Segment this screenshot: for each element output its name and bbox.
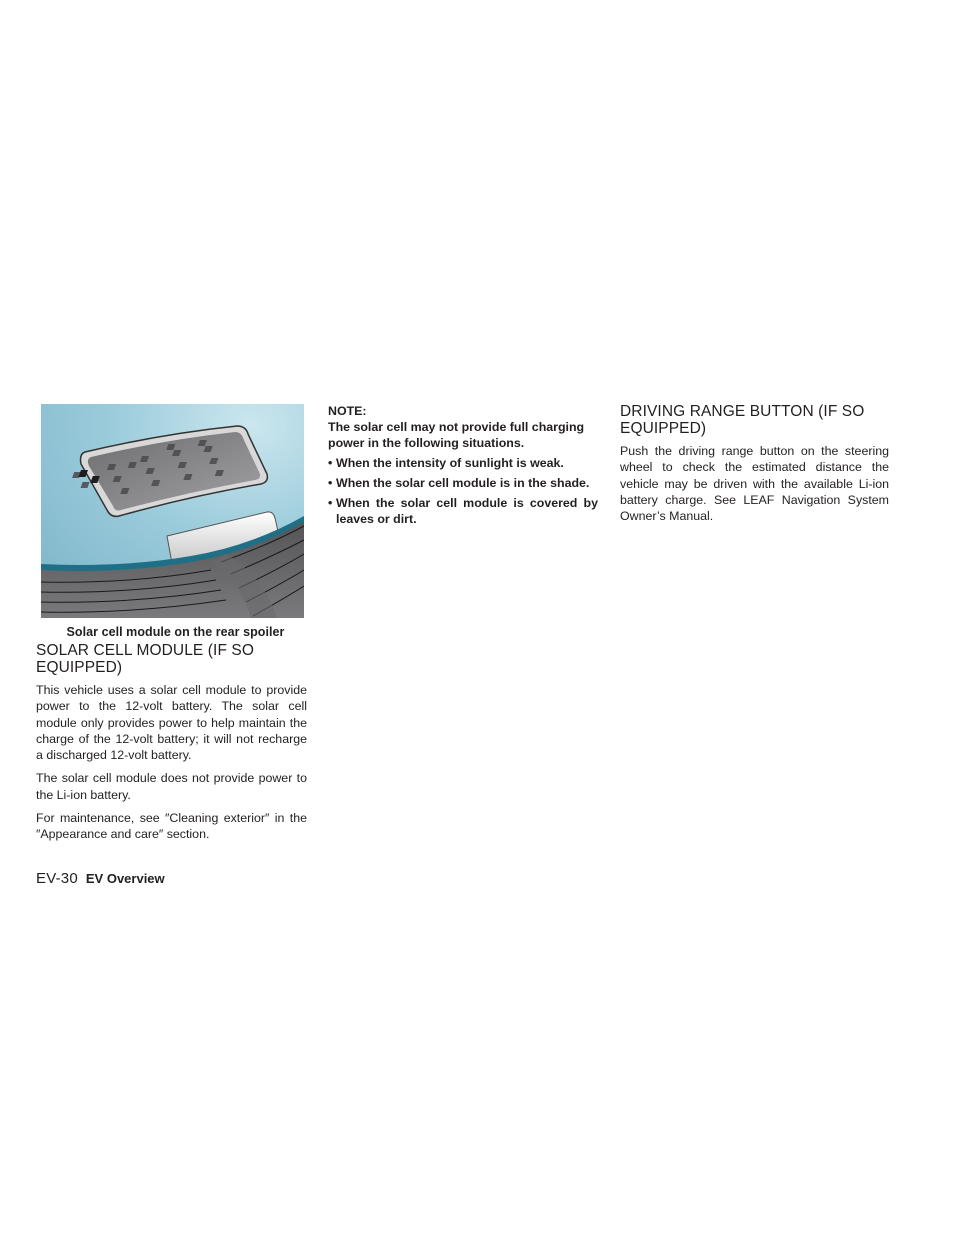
note-title: NOTE: (328, 404, 367, 418)
page-number: EV-30 (36, 870, 78, 887)
note-bullet-text: When the solar cell module is in the shade. (336, 476, 590, 490)
note-bullet (328, 495, 598, 527)
solar-paragraph-2: The solar cell module does not provide power to the Li-ion battery. (36, 771, 307, 802)
figure-caption: Solar cell module on the rear spoiler (66, 625, 285, 639)
note-bullet (328, 475, 598, 491)
page-footer (36, 870, 165, 887)
bullet-icon: • (328, 476, 333, 490)
section-title: EV Overview (85, 871, 165, 886)
solar-section-heading: SOLAR CELL MODULE (IF SO EQUIPPED) (36, 642, 255, 676)
note-bullet-text: When the intensity of sunlight is weak. (336, 456, 564, 470)
solar-paragraph-3: For maintenance, see ″Cleaning exterior″ in the ″Appearance and care″ section. (36, 811, 307, 842)
left-column (36, 404, 307, 850)
solar-cell-illustration-icon (41, 404, 304, 618)
driving-section-heading: DRIVING RANGE BUTTON (IF SO EQUIPPED) (620, 403, 865, 437)
note-body: The solar cell may not provide full charging power in the following situations. (328, 420, 585, 450)
note-bullet (328, 455, 598, 471)
driving-paragraph-1: Push the driving range button on the steering wheel to check the estimated distance the vehicle may be driven with the available Li-ion battery charge. See LEAF Navigation System Owner’s Manual. (620, 444, 889, 524)
solar-paragraph-1: This vehicle uses a solar cell module to provide power to the 12-volt battery. The solar cell module only provides power to help maintain the charge of the 12-volt battery; it will not recharge a discharged 12-volt battery. (36, 683, 307, 763)
note-bullet-list (328, 455, 598, 527)
note-bullet-text: When the solar cell module is covered by leaves or dirt. (336, 496, 598, 526)
solar-cell-figure (41, 404, 304, 618)
right-column (620, 403, 889, 531)
bullet-icon: • (328, 456, 333, 470)
bullet-icon: • (328, 496, 333, 510)
middle-column (328, 403, 598, 531)
